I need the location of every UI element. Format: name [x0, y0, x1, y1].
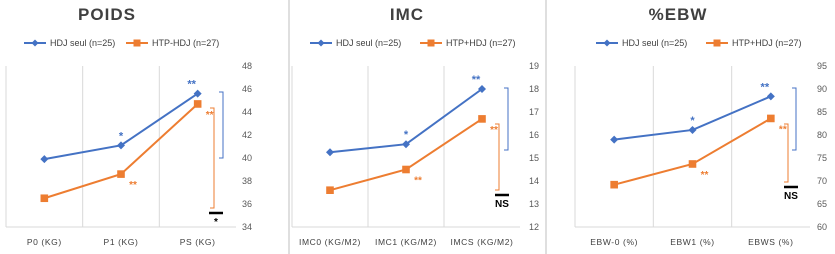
data-point-square	[326, 186, 334, 194]
legend-marker-square	[714, 40, 721, 47]
y-tick-label: 75	[817, 153, 828, 163]
data-point-square	[41, 194, 49, 202]
bracket-blue	[219, 92, 223, 158]
group-comparison-label: NS	[784, 191, 798, 202]
data-point-square	[478, 115, 486, 123]
legend-label: HDJ seul (n=25)	[622, 38, 688, 48]
y-tick-label: 38	[242, 176, 253, 186]
data-point-diamond	[689, 126, 697, 134]
y-tick-label: 40	[242, 153, 253, 163]
legend-marker-diamond	[604, 40, 611, 47]
bracket-orange	[210, 108, 214, 208]
data-point-square	[610, 181, 618, 189]
y-tick-label: 13	[529, 199, 540, 209]
y-tick-label: 90	[817, 84, 828, 94]
chart-panel-2	[292, 5, 539, 247]
group-comparison-label: *	[214, 217, 218, 228]
y-tick-label: 17	[529, 107, 540, 117]
bracket-blue	[504, 88, 508, 150]
significance-label: **	[205, 109, 214, 121]
data-point-square	[194, 100, 202, 108]
data-point-diamond	[610, 136, 618, 144]
chart-panel-1	[6, 5, 252, 247]
group-comparison-label: NS	[495, 199, 509, 210]
x-tick-label: EBW1 (%)	[670, 237, 715, 247]
y-tick-label: 60	[817, 222, 828, 232]
legend-marker-square	[428, 40, 435, 47]
y-tick-label: 14	[529, 176, 540, 186]
y-tick-label: 65	[817, 199, 828, 209]
y-tick-label: 16	[529, 130, 540, 140]
y-tick-label: 80	[817, 130, 828, 140]
legend-label: HTP+HDJ (n=27)	[732, 38, 802, 48]
significance-label: **	[187, 78, 196, 91]
legend-label: HTP-HDJ (n=27)	[152, 38, 220, 48]
y-tick-label: 15	[529, 153, 540, 163]
data-point-diamond	[326, 148, 334, 156]
y-tick-label: 95	[817, 61, 828, 71]
legend-marker-diamond	[318, 40, 325, 47]
data-point-square	[117, 170, 125, 178]
significance-label: *	[690, 114, 695, 127]
significance-label: **	[414, 175, 422, 187]
chart-title: IMC	[389, 5, 425, 24]
data-point-square	[689, 160, 697, 168]
y-tick-label: 19	[529, 61, 540, 71]
significance-label: *	[403, 129, 409, 142]
chart-title: %EBW	[648, 5, 708, 24]
y-tick-label: 36	[242, 199, 253, 209]
x-tick-label: P0 (KG)	[26, 237, 62, 247]
x-tick-label: IMC0 (KG/M2)	[299, 237, 361, 247]
legend-label: HTP+HDJ (n=27)	[446, 38, 516, 48]
y-tick-label: 48	[242, 61, 253, 71]
chart-panel-3	[575, 5, 827, 247]
legend-label: HDJ seul (n=25)	[336, 38, 402, 48]
significance-label: **	[129, 180, 137, 192]
y-tick-label: 42	[242, 130, 253, 140]
legend-marker-diamond	[32, 40, 39, 47]
y-tick-label: 46	[242, 84, 253, 94]
y-tick-label: 12	[529, 222, 540, 232]
y-tick-label: 70	[817, 176, 828, 186]
significance-label: **	[700, 169, 709, 181]
significance-label: **	[490, 124, 498, 136]
x-tick-label: P1 (KG)	[103, 237, 139, 247]
x-tick-label: IMC1 (KG/M2)	[375, 237, 437, 247]
series-line	[44, 104, 197, 198]
y-tick-label: 18	[529, 84, 540, 94]
x-tick-label: EBWS (%)	[748, 237, 794, 247]
data-point-square	[402, 166, 410, 174]
legend-label: HDJ seul (n=25)	[50, 38, 116, 48]
y-tick-label: 44	[242, 107, 253, 117]
significance-label: **	[760, 81, 770, 94]
data-point-diamond	[767, 92, 775, 100]
x-tick-label: IMCS (KG/M2)	[450, 237, 514, 247]
x-tick-label: PS (KG)	[179, 237, 216, 247]
y-tick-label: 34	[242, 222, 253, 232]
bracket-blue	[792, 88, 796, 150]
x-tick-label: EBW-0 (%)	[590, 237, 639, 247]
chart-title: POIDS	[78, 5, 136, 24]
legend-marker-square	[134, 40, 141, 47]
significance-label: *	[118, 130, 124, 143]
significance-label: **	[471, 74, 481, 86]
y-tick-label: 85	[817, 107, 828, 117]
significance-label: **	[778, 124, 787, 136]
data-point-diamond	[40, 155, 48, 163]
data-point-square	[767, 115, 775, 123]
